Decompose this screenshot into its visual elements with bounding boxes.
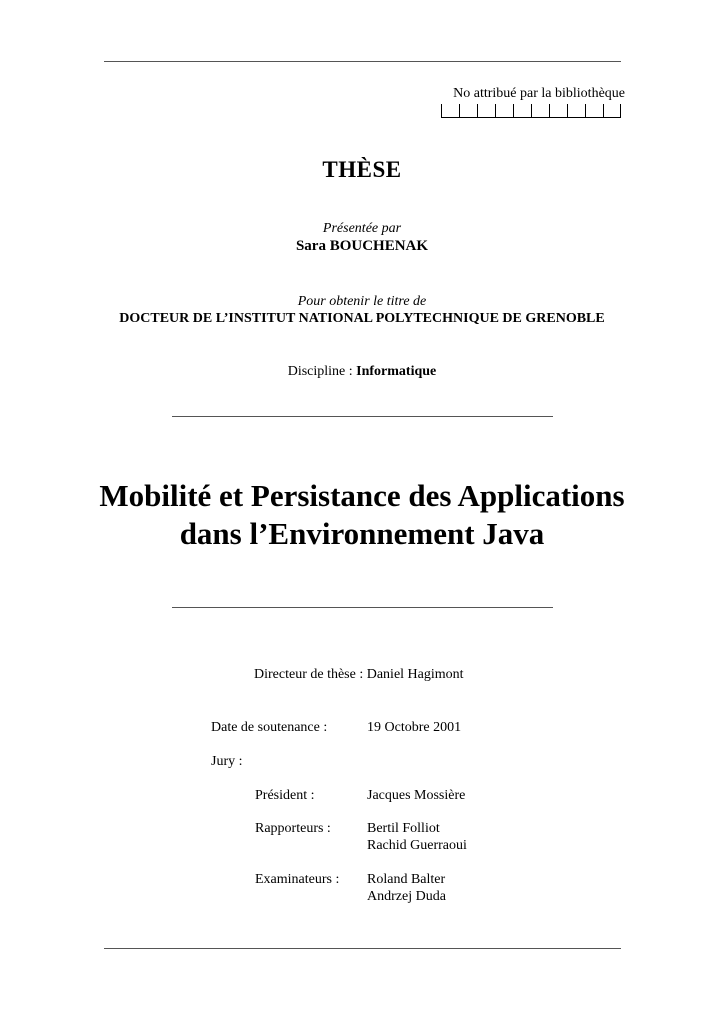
rapporteurs-label: Rapporteurs : <box>255 821 331 836</box>
bottom-rule <box>104 948 621 949</box>
library-number-box <box>459 104 477 118</box>
discipline <box>0 364 724 380</box>
library-number-box <box>495 104 513 118</box>
discipline-label: Discipline : <box>287 364 357 379</box>
examinateur-name: Roland Balter <box>367 872 446 887</box>
library-number-box <box>603 104 621 118</box>
thesis-title-line-2: dans l’Environnement Java <box>179 516 545 551</box>
thesis-title-line-1: Mobilité et Persistance des Applications <box>99 478 625 513</box>
jury-label: Jury : <box>211 754 243 769</box>
author-name: Sara BOUCHENAK <box>295 238 429 254</box>
presented-by-label: Présentée par <box>322 221 402 236</box>
director-name: Daniel Hagimont <box>366 667 464 682</box>
president-label: Président : <box>255 788 315 803</box>
library-number-boxes <box>441 104 621 119</box>
examinateurs-label: Examinateurs : <box>255 872 340 887</box>
discipline-value: Informatique <box>356 364 437 379</box>
library-number-box <box>531 104 549 118</box>
thesis-title <box>0 477 724 553</box>
library-number-box <box>477 104 495 118</box>
title-top-rule <box>172 416 553 417</box>
degree-intro: Pour obtenir le titre de <box>297 294 427 309</box>
top-rule <box>104 61 621 62</box>
examinateur-name: Andrzej Duda <box>367 889 446 904</box>
president-name: Jacques Mossière <box>367 788 466 803</box>
rapporteur-name: Bertil Folliot <box>367 821 440 836</box>
thesis-director <box>254 667 464 683</box>
rapporteur-name: Rachid Guerraoui <box>367 838 467 853</box>
library-number-box <box>567 104 585 118</box>
defense-date-label: Date de soutenance : <box>211 720 328 735</box>
title-bottom-rule <box>172 607 553 608</box>
director-label: Directeur de thèse : <box>254 667 367 682</box>
defense-date-value: 19 Octobre 2001 <box>367 720 462 735</box>
library-number-box <box>513 104 531 118</box>
library-number-box <box>441 104 459 118</box>
degree-title: DOCTEUR DE L’INSTITUT NATIONAL POLYTECHNIQUE DE GRENOBLE <box>119 311 605 326</box>
library-number-box <box>585 104 603 118</box>
document-type: THÈSE <box>322 157 402 182</box>
library-number-box <box>549 104 567 118</box>
library-number-label: No attribué par la bibliothèque <box>453 86 625 101</box>
